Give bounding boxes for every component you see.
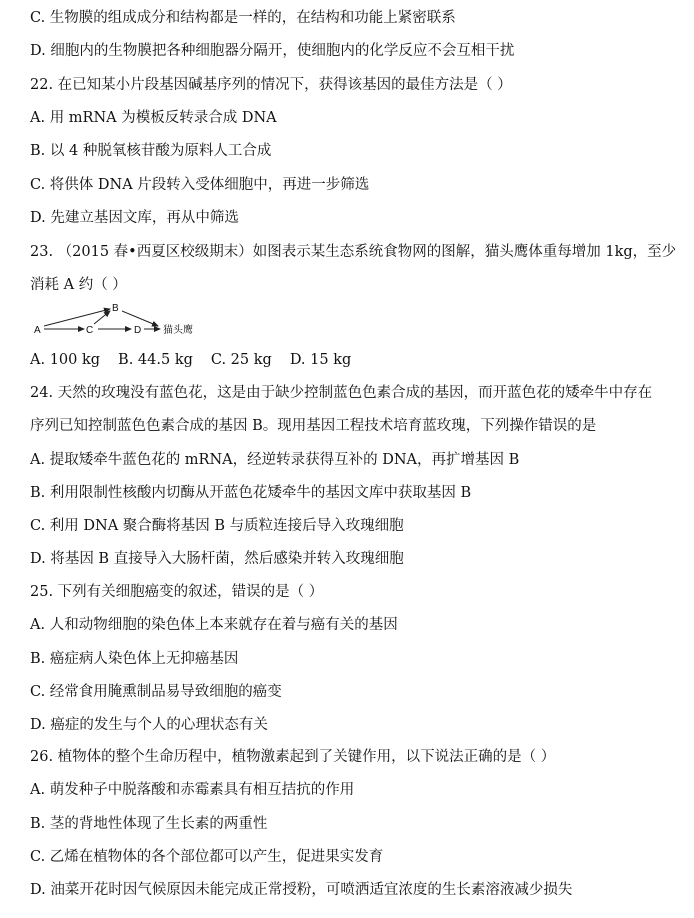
q23-option-a: A. 100 kg (30, 352, 101, 368)
q24-option-d: D. 将基因 B 直接导入大肠杆菌，然后感染并转入玫瑰细胞 (30, 551, 404, 567)
q24-stem-line1: 24. 天然的玫瑰没有蓝色花，这是由于缺少控制蓝色色素合成的基因，而开蓝色花的矮牵牛中存在 (30, 385, 653, 401)
q22-stem: 22. 在已知某小片段基因碱基序列的情况下，获得该基因的最佳方法是（ ） (30, 77, 512, 93)
arrow-b-owl (122, 311, 158, 326)
food-web-diagram (30, 298, 230, 340)
q22-option-d: D. 先建立基因文库，再从中筛选 (30, 210, 239, 226)
q24-stem-line2: 序列已知控制蓝色色素合成的基因 B。现用基因工程技术培育蓝玫瑰，下列操作错误的是 (30, 418, 597, 434)
q22-option-c: C. 将供体 DNA 片段转入受体细胞中，再进一步筛选 (30, 177, 370, 193)
q23-option-b: B. 44.5 kg (118, 352, 193, 368)
q23-option-d: D. 15 kg (289, 352, 352, 368)
q23-options (30, 350, 680, 370)
node-a: A (34, 325, 41, 336)
node-owl: 猫头鹰 (163, 325, 193, 336)
q26-option-b: B. 茎的背地性体现了生长素的两重性 (30, 816, 268, 832)
q26-option-c: C. 乙烯在植物体的各个部位都可以产生，促进果实发育 (30, 849, 384, 865)
q24-option-a: A. 提取矮牵牛蓝色花的 mRNA，经逆转录获得互补的 DNA，再扩增基因 B (30, 452, 520, 468)
q25-option-a: A. 人和动物细胞的染色体上本来就存在着与癌有关的基因 (30, 617, 398, 633)
q23-stem-line2: 消耗 A 约（ ） (30, 277, 127, 293)
q22-option-b: B. 以 4 种脱氧核苷酸为原料人工合成 (30, 143, 272, 159)
node-b: B (112, 303, 119, 314)
q21-option-d: D. 细胞内的生物膜把各种细胞器分隔开，使细胞内的化学反应不会互相干扰 (30, 43, 515, 59)
q25-option-c: C. 经常食用腌熏制品易导致细胞的癌变 (30, 684, 282, 700)
q23-option-c: C. 25 kg (210, 352, 272, 368)
node-c: C (86, 325, 94, 336)
q26-option-a: A. 萌发种子中脱落酸和赤霉素具有相互拮抗的作用 (30, 782, 355, 798)
q24-option-b: B. 利用限制性核酸内切酶从开蓝色花矮牵牛的基因文库中获取基因 B (30, 485, 472, 501)
q22-option-a: A. 用 mRNA 为模板反转录合成 DNA (30, 110, 277, 126)
node-d: D (134, 325, 142, 336)
q21-option-c: C. 生物膜的组成成分和结构都是一样的，在结构和功能上紧密联系 (30, 10, 456, 26)
q25-option-d: D. 癌症的发生与个人的心理状态有关 (30, 717, 268, 733)
q26-option-d: D. 油菜开花时因气候原因未能完成正常授粉，可喷洒适宜浓度的生长素溶液减少损失 (30, 882, 573, 898)
q24-option-c: C. 利用 DNA 聚合酶将基因 B 与质粒连接后导入玫瑰细胞 (30, 518, 404, 534)
q25-option-b: B. 癌症病人染色体上无抑癌基因 (30, 651, 239, 667)
q23-stem-line1: 23. （2015 春•西夏区校级期末）如图表示某生态系统食物网的图解，猫头鹰体重每增加 1kg，至少 (30, 244, 677, 260)
q25-stem: 25. 下列有关细胞癌变的叙述，错误的是（ ） (30, 584, 324, 600)
arrow-a-b (44, 309, 110, 326)
q26-stem: 26. 植物体的整个生命历程中，植物激素起到了关键作用，以下说法正确的是（ ） (30, 749, 556, 765)
